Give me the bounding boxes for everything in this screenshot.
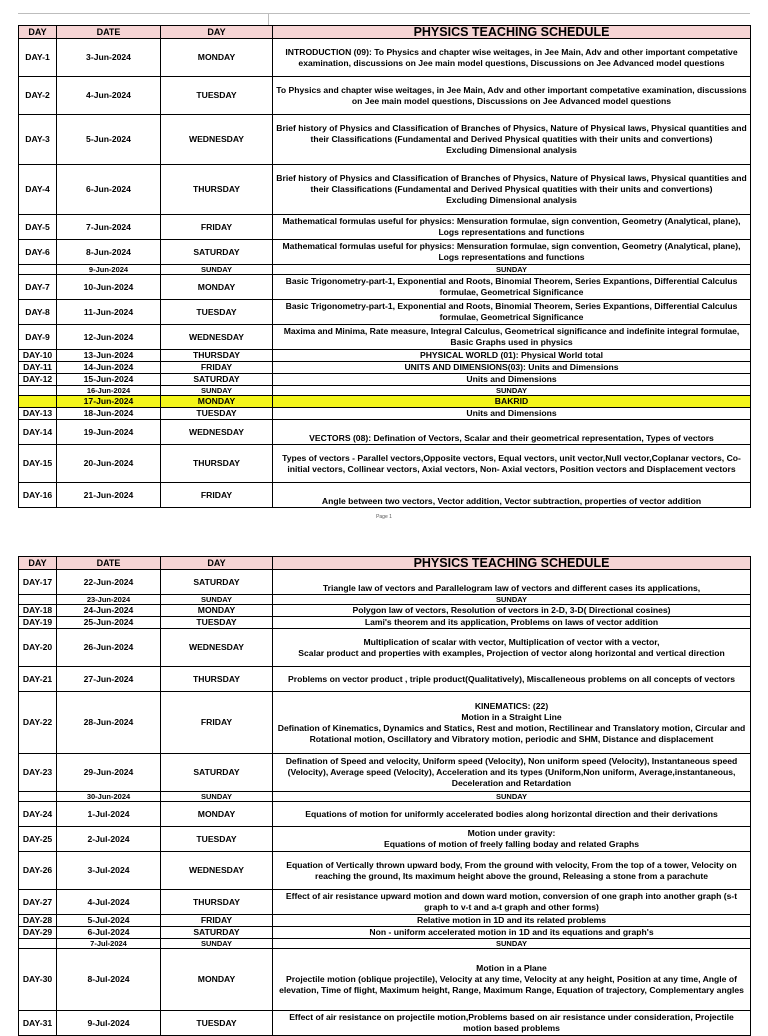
weekday-cell: SATURDAY [161,374,273,386]
table-row [19,890,751,915]
date-cell: 16-Jun-2024 [57,386,161,396]
topic-cell: Problems on vector product , triple product(Qualitatively), Miscalleneous problems on all concepts of vectors [273,667,751,692]
date-cell: 6-Jun-2024 [57,165,161,215]
weekday-cell: SUNDAY [161,792,273,802]
date-cell: 18-Jun-2024 [57,408,161,420]
weekday-cell: SATURDAY [161,240,273,265]
day-cell: DAY-4 [19,165,57,215]
day-cell: DAY-11 [19,362,57,374]
day-cell: DAY-20 [19,629,57,667]
schedule-body-2 [19,570,751,1036]
date-cell: 26-Jun-2024 [57,629,161,667]
table-row [19,802,751,827]
table-row [19,275,751,300]
topic-cell: Maxima and Minima, Rate measure, Integral Calculus, Geometrical significance and indefinite integral formulae, Basic Graphs used in physics [273,325,751,350]
topic-cell: PHYSICAL WORLD (01): Physical World total [273,350,751,362]
topic-cell: Triangle law of vectors and Parallelogram law of vectors and different cases its applications, [273,570,751,595]
weekday-cell: WEDNESDAY [161,420,273,445]
table-row [19,240,751,265]
weekday-cell: MONDAY [161,396,273,408]
day-cell: DAY-28 [19,915,57,927]
header-day: DAY [19,26,57,39]
date-cell: 27-Jun-2024 [57,667,161,692]
date-cell: 4-Jun-2024 [57,77,161,115]
day-cell: DAY-10 [19,350,57,362]
topic-cell: SUNDAY [273,792,751,802]
weekday-cell: TUESDAY [161,300,273,325]
day-cell: DAY-5 [19,215,57,240]
day-cell: DAY-14 [19,420,57,445]
day-cell: DAY-9 [19,325,57,350]
date-cell: 28-Jun-2024 [57,692,161,754]
header-weekday: DAY [161,26,273,39]
date-cell: 23-Jun-2024 [57,595,161,605]
weekday-cell: THURSDAY [161,165,273,215]
day-cell: DAY-13 [19,408,57,420]
weekday-cell: TUESDAY [161,1011,273,1036]
topic-cell: Relative motion in 1D and its related problems [273,915,751,927]
day-cell: DAY-21 [19,667,57,692]
date-cell: 19-Jun-2024 [57,420,161,445]
table-row [19,420,751,445]
topic-cell: INTRODUCTION (09): To Physics and chapter wise weitages, in Jee Main, Adv and other important competative examination, discussions on Jee main model questions, Discussions on Jee Advanced model questions [273,39,751,77]
table-row [19,265,751,275]
weekday-cell: SATURDAY [161,927,273,939]
table-row [19,396,751,408]
date-cell: 21-Jun-2024 [57,483,161,508]
topic-cell: Brief history of Physics and Classification of Branches of Physics, Nature of Physical laws, Physical quantities and their Classifications (Fundamental and Derived Physical quatities with their units and convertions) Excluding Dimensional analysis [273,115,751,165]
date-cell: 9-Jul-2024 [57,1011,161,1036]
topic-cell: Lami's theorem and its application, Problems on laws of vector addition [273,617,751,629]
topic-cell: Units and Dimensions [273,408,751,420]
weekday-cell: SATURDAY [161,570,273,595]
day-cell [19,265,57,275]
table-row [19,595,751,605]
table-row [19,949,751,1011]
weekday-cell: MONDAY [161,275,273,300]
topic-cell: Non - uniform accelerated motion in 1D and its equations and graph's [273,927,751,939]
topic-cell: BAKRID [273,396,751,408]
day-cell: DAY-17 [19,570,57,595]
date-cell: 10-Jun-2024 [57,275,161,300]
weekday-cell: WEDNESDAY [161,325,273,350]
date-cell: 17-Jun-2024 [57,396,161,408]
day-cell [19,792,57,802]
sheet-top-border [18,13,750,14]
table-row [19,617,751,629]
day-cell: DAY-22 [19,692,57,754]
table-row [19,939,751,949]
topic-cell: Types of vectors - Parallel vectors,Opposite vectors, Equal vectors, unit vector,Null vector,Coplanar vectors, Co-initial vectors, Collinear vectors, Axial vectors, Non- Axial vectors, Position vectors and Displacement vectors [273,445,751,483]
table-row [19,915,751,927]
topic-cell: Basic Trigonometry-part-1, Exponential and Roots, Binomial Theorem, Series Expantions, Differential Calculus formulae, Geometrical Significance [273,300,751,325]
topic-cell: KINEMATICS: (22) Motion in a Straight Line Defination of Kinematics, Dynamics and Statics, Rest and motion, Rectilinear and Translatory motion, Circular and Rotational motion, Oscillatory and Vibratory motion, periodic and SHM, Distance and displacement [273,692,751,754]
weekday-cell: FRIDAY [161,362,273,374]
weekday-cell: WEDNESDAY [161,629,273,667]
day-cell: DAY-27 [19,890,57,915]
date-cell: 7-Jul-2024 [57,939,161,949]
day-cell: DAY-24 [19,802,57,827]
date-cell: 15-Jun-2024 [57,374,161,386]
topic-cell: UNITS AND DIMENSIONS(03): Units and Dimensions [273,362,751,374]
topic-cell: Equation of Vertically thrown upward body, From the ground with velocity, From the top of a tower, Velocity on reaching the ground, Its maximum height above the ground, Releasing a stone from a parachute [273,852,751,890]
table-row [19,483,751,508]
day-cell: DAY-3 [19,115,57,165]
date-cell: 30-Jun-2024 [57,792,161,802]
table-row [19,792,751,802]
weekday-cell: SUNDAY [161,939,273,949]
weekday-cell: MONDAY [161,802,273,827]
day-cell: DAY-19 [19,617,57,629]
day-cell: DAY-15 [19,445,57,483]
date-cell: 29-Jun-2024 [57,754,161,792]
weekday-cell: WEDNESDAY [161,852,273,890]
topic-cell: Equations of motion for uniformly accelerated bodies along horizontal direction and their derivations [273,802,751,827]
weekday-cell: MONDAY [161,605,273,617]
table-row [19,570,751,595]
table-row [19,667,751,692]
topic-cell: Motion in a Plane Projectile motion (oblique projectile), Velocity at any time, Velocity at any height, Position at any time, Angle of elevation, Time of flight, Maximum height, Range, Maximum Range, Equation of trajectory, Complementary angles [273,949,751,1011]
topic-cell: Units and Dimensions [273,374,751,386]
topic-cell: SUNDAY [273,386,751,396]
date-cell: 24-Jun-2024 [57,605,161,617]
table-header-row [19,26,751,39]
day-cell: DAY-12 [19,374,57,386]
date-cell: 20-Jun-2024 [57,445,161,483]
day-cell: DAY-31 [19,1011,57,1036]
topic-cell: SUNDAY [273,939,751,949]
date-cell: 12-Jun-2024 [57,325,161,350]
weekday-cell: WEDNESDAY [161,115,273,165]
topic-cell: Motion under gravity: Equations of motion of freely falling boday and related Graphs [273,827,751,852]
table-row [19,1011,751,1036]
topic-cell: Basic Trigonometry-part-1, Exponential and Roots, Binomial Theorem, Series Expantions, Differential Calculus formulae, Geometrical Significance [273,275,751,300]
table-row [19,605,751,617]
weekday-cell: TUESDAY [161,408,273,420]
header-day: DAY [19,557,57,570]
weekday-cell: FRIDAY [161,692,273,754]
weekday-cell: THURSDAY [161,445,273,483]
table-row [19,852,751,890]
topic-cell: SUNDAY [273,595,751,605]
date-cell: 6-Jul-2024 [57,927,161,939]
table-row [19,927,751,939]
table-row [19,629,751,667]
weekday-cell: SUNDAY [161,265,273,275]
header-date: DATE [57,557,161,570]
day-cell [19,939,57,949]
topic-cell: Effect of air resistance upward motion and down ward motion, conversion of one graph into another graph (s-t graph to v-t and a-t graph and other forms) [273,890,751,915]
weekday-cell: TUESDAY [161,77,273,115]
table-row [19,827,751,852]
weekday-cell: SUNDAY [161,386,273,396]
header-date: DATE [57,26,161,39]
header-title: PHYSICS TEACHING SCHEDULE [273,557,751,570]
table-row [19,115,751,165]
day-cell: DAY-26 [19,852,57,890]
date-cell: 9-Jun-2024 [57,265,161,275]
day-cell: DAY-30 [19,949,57,1011]
date-cell: 5-Jul-2024 [57,915,161,927]
header-weekday: DAY [161,557,273,570]
weekday-cell: MONDAY [161,949,273,1011]
table-row [19,692,751,754]
table-row [19,445,751,483]
page-footer: Page 1 [376,514,392,520]
day-cell [19,386,57,396]
weekday-cell: FRIDAY [161,483,273,508]
date-cell: 11-Jun-2024 [57,300,161,325]
topic-cell: Mathematical formulas useful for physics: Mensuration formulae, sign convention, Geometry (Analytical, plane), Logs representations and functions [273,240,751,265]
schedule-table-1 [18,25,751,508]
day-cell: DAY-16 [19,483,57,508]
topic-cell: Multiplication of scalar with vector, Multiplication of vector with a vector, Scalar product and properties with examples, Projection of vector along horizontal and vertical direction [273,629,751,667]
day-cell: DAY-6 [19,240,57,265]
schedule-body-1 [19,39,751,508]
table-row [19,350,751,362]
table-row [19,300,751,325]
date-cell: 4-Jul-2024 [57,890,161,915]
day-cell: DAY-18 [19,605,57,617]
table-row [19,754,751,792]
weekday-cell: SUNDAY [161,595,273,605]
table-row [19,165,751,215]
schedule-table-2 [18,556,751,1036]
day-cell: DAY-25 [19,827,57,852]
day-cell: DAY-23 [19,754,57,792]
date-cell: 5-Jun-2024 [57,115,161,165]
weekday-cell: FRIDAY [161,915,273,927]
table-row [19,77,751,115]
topic-cell: VECTORS (08): Defination of Vectors, Scalar and their geometrical representation, Types of vectors [273,420,751,445]
topic-cell: Defination of Speed and velocity, Uniform speed (Velocity), Non uniform speed (Velocity), Instantaneous speed (Velocity), Average speed (Velocity), Acceleration and its types (Uniform,Non uniform, Average,instantaneous, Deceleration and Retardation [273,754,751,792]
date-cell: 3-Jun-2024 [57,39,161,77]
date-cell: 3-Jul-2024 [57,852,161,890]
weekday-cell: THURSDAY [161,890,273,915]
table-row [19,362,751,374]
sheet-top-cell-divider [268,13,269,25]
date-cell: 8-Jul-2024 [57,949,161,1011]
table-row [19,39,751,77]
table-row [19,215,751,240]
weekday-cell: MONDAY [161,39,273,77]
day-cell: DAY-29 [19,927,57,939]
weekday-cell: THURSDAY [161,350,273,362]
topic-cell: Mathematical formulas useful for physics: Mensuration formulae, sign convention, Geometry (Analytical, plane), Logs representations and functions [273,215,751,240]
header-title: PHYSICS TEACHING SCHEDULE [273,26,751,39]
date-cell: 22-Jun-2024 [57,570,161,595]
weekday-cell: TUESDAY [161,827,273,852]
table-header-row [19,557,751,570]
date-cell: 8-Jun-2024 [57,240,161,265]
weekday-cell: FRIDAY [161,215,273,240]
topic-cell: Effect of air resistance on projectile motion,Problems based on air resistance under consideration, Projectile motion based problems [273,1011,751,1036]
table-row [19,408,751,420]
date-cell: 13-Jun-2024 [57,350,161,362]
day-cell [19,396,57,408]
topic-cell: Polygon law of vectors, Resolution of vectors in 2-D, 3-D( Directional cosines) [273,605,751,617]
date-cell: 7-Jun-2024 [57,215,161,240]
table-row [19,386,751,396]
date-cell: 25-Jun-2024 [57,617,161,629]
topic-cell: SUNDAY [273,265,751,275]
topic-cell: Angle between two vectors, Vector addition, Vector subtraction, properties of vector addition [273,483,751,508]
day-cell: DAY-2 [19,77,57,115]
day-cell: DAY-1 [19,39,57,77]
weekday-cell: THURSDAY [161,667,273,692]
date-cell: 2-Jul-2024 [57,827,161,852]
day-cell: DAY-7 [19,275,57,300]
schedule-page-2 [18,556,750,1036]
topic-cell: Brief history of Physics and Classification of Branches of Physics, Nature of Physical laws, Physical quantities and their Classifications (Fundamental and Derived Physical quatities with their units and convertions) Excluding Dimensional analysis [273,165,751,215]
schedule-page-1 [18,25,750,508]
day-cell [19,595,57,605]
topic-cell: To Physics and chapter wise weitages, in Jee Main, Adv and other important competative examination, discussions on Jee main model questions, Discussions on Jee Advanced model questions [273,77,751,115]
table-row [19,374,751,386]
table-row [19,325,751,350]
date-cell: 1-Jul-2024 [57,802,161,827]
date-cell: 14-Jun-2024 [57,362,161,374]
day-cell: DAY-8 [19,300,57,325]
weekday-cell: TUESDAY [161,617,273,629]
weekday-cell: SATURDAY [161,754,273,792]
